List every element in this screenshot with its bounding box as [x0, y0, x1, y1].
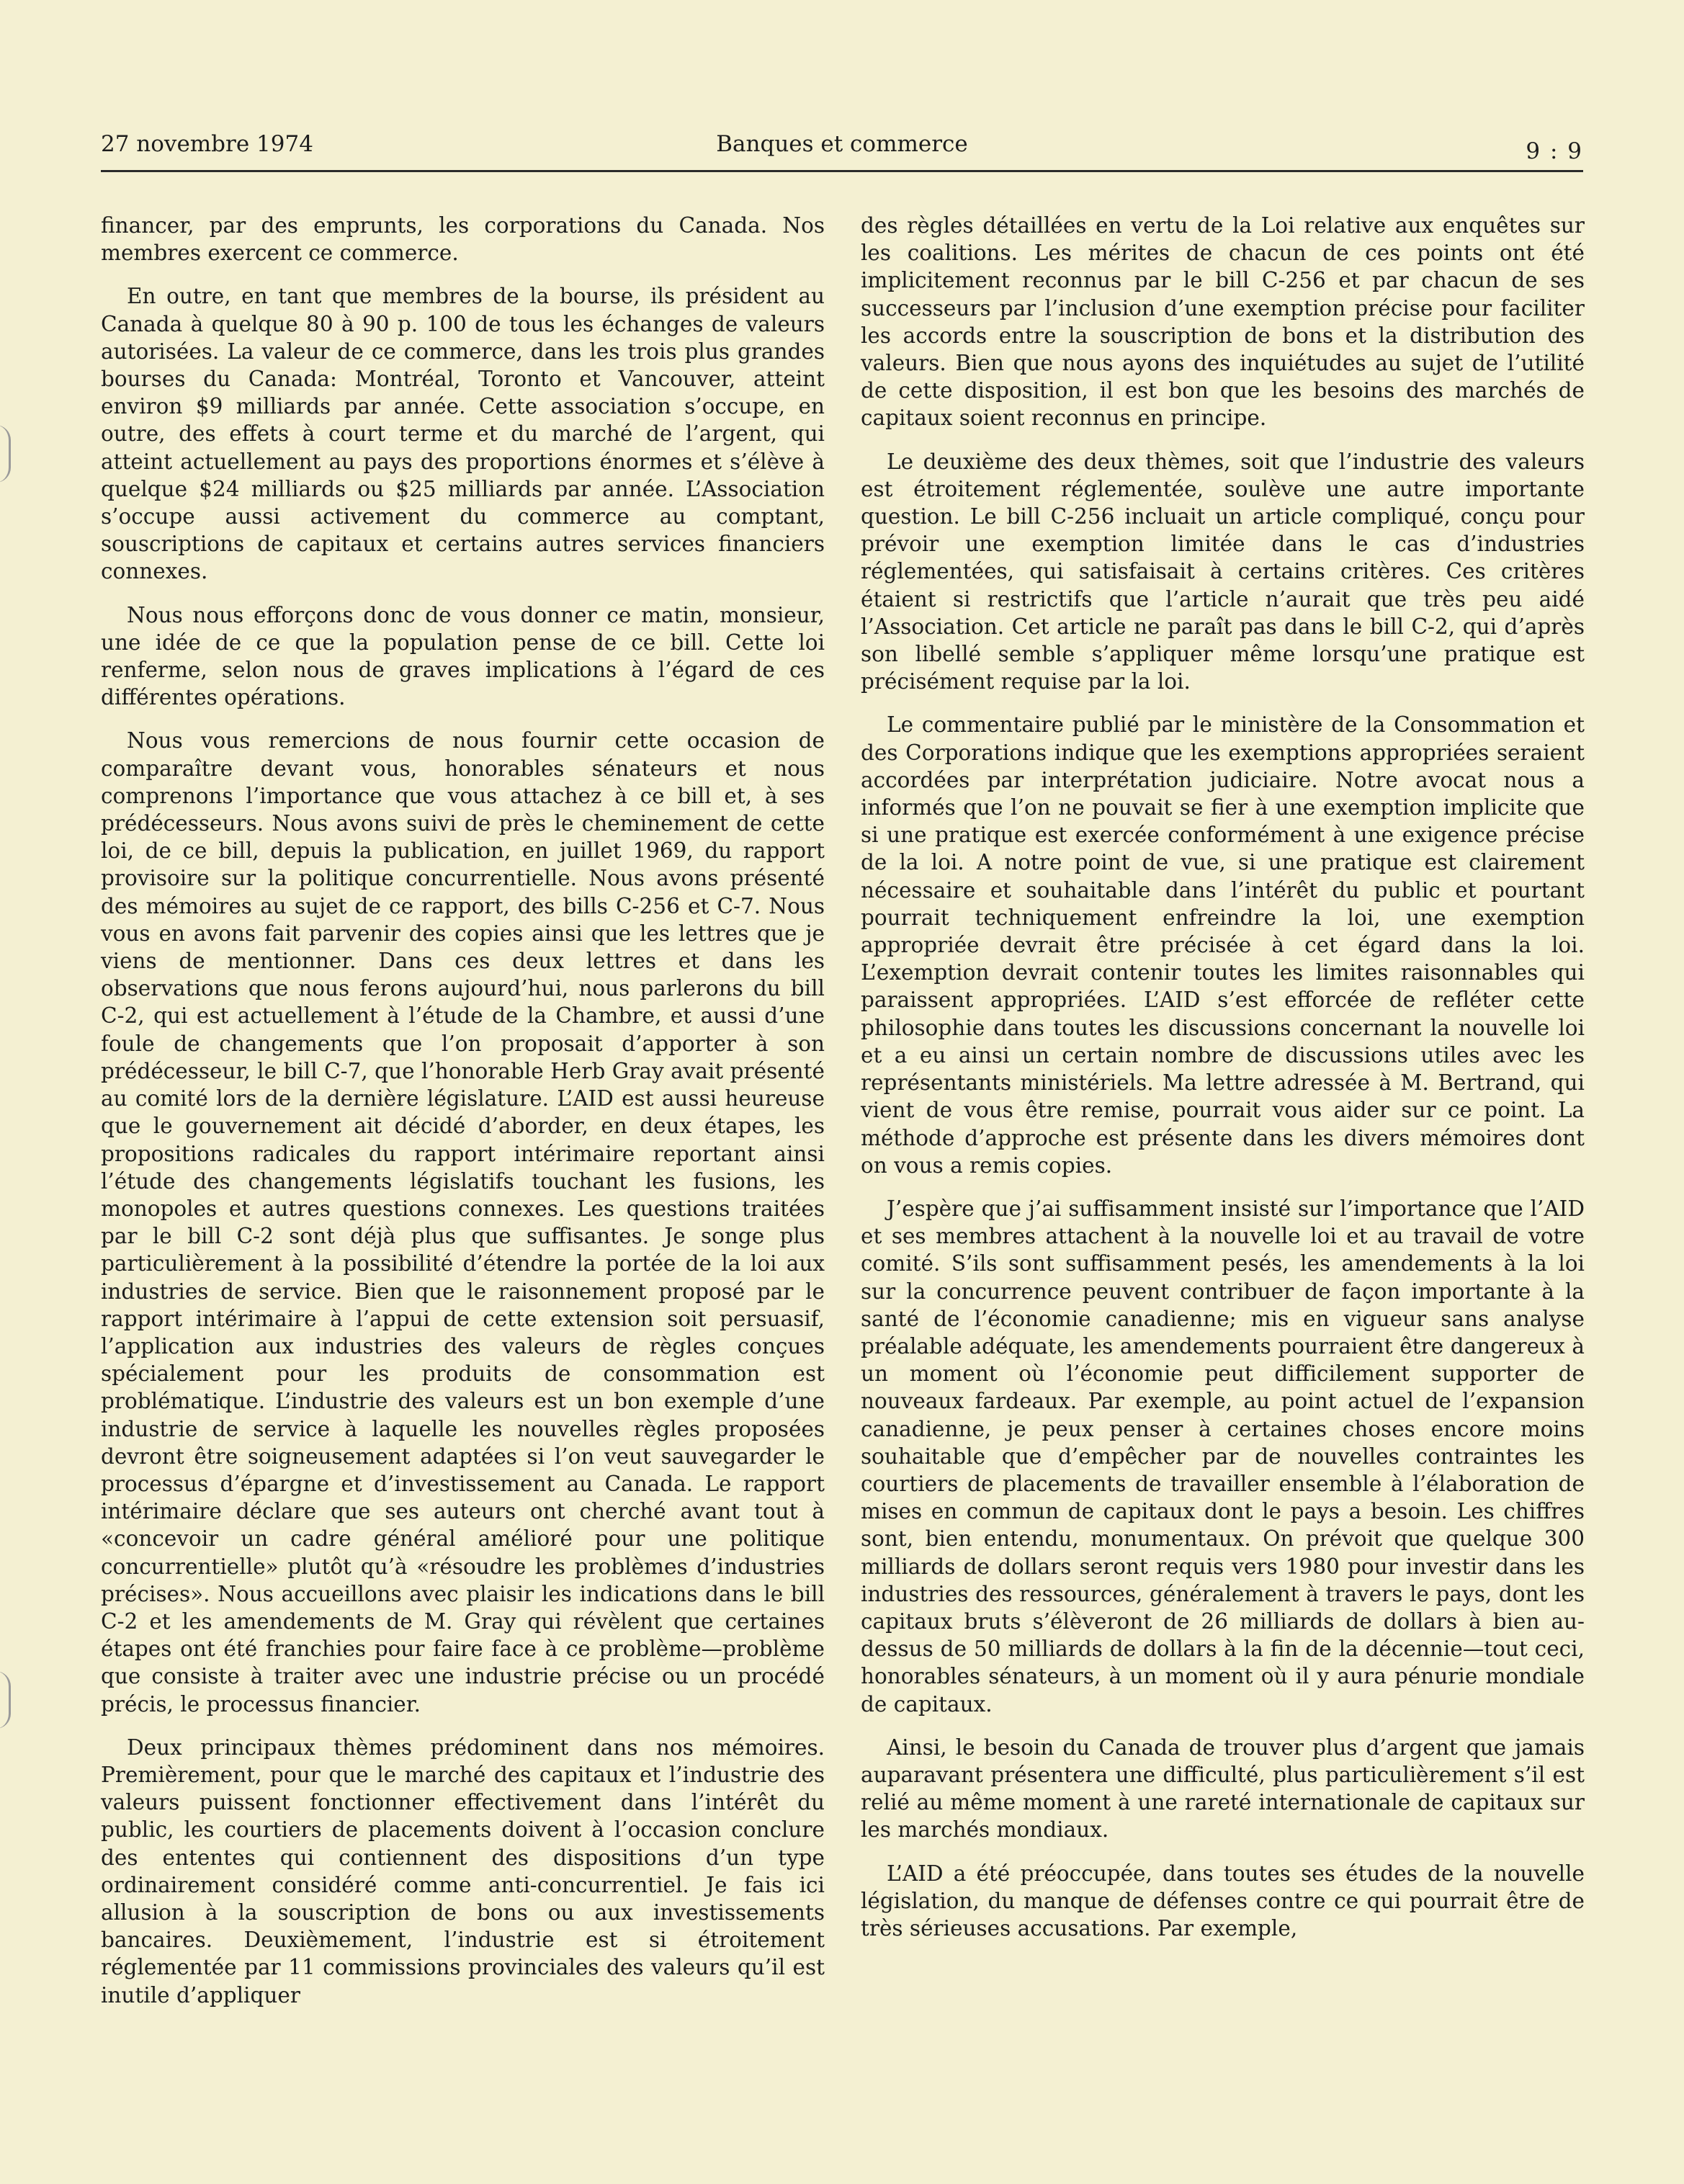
paragraph: En outre, en tant que membres de la bourse, ils président au Canada à quelque 80 à 90 p. 100 de tous les échanges de valeurs autorisées. La valeur de ce commerce, dans les trois plus grandes bourses du Canada: Montréal, Toronto et Vancouver, atteint environ $9 milliards par année. Cette association s’occupe, en outre, des effets à court terme et du marché de l’argent, qui atteint actuellement au pays des proportions énormes et s’élève à quelque $24 milliards ou $25 milliards par année. L’Association s’occupe aussi activement du commerce au comptant, souscriptions de capitaux et certains autres services financiers connexes.: [101, 284, 825, 584]
paragraph: Deux principaux thèmes prédominent dans nos mémoires. Premièrement, pour que le marché des capitaux et l’industrie des valeurs puissent fonctionner effectivement dans l’intérêt du public, les courtiers de placements doivent à l’occasion conclure des ententes qui contiennent des dispositions d’un type ordinairement considéré comme anti-concurrentiel. Je fais ici allusion à la souscription de bons ou aux investissements bancaires. Deuxièmement, l’industrie est si étroitement réglementée par 11 commissions provinciales des valeurs qu’il est inutile d’appliquer: [101, 1735, 825, 2008]
binding-mark: [0, 425, 11, 483]
paragraph: L’AID a été préoccupée, dans toutes ses études de la nouvelle législation, du manque de défenses contre ce qui pourrait être de très sérieuses accusations. Par exemple,: [861, 1861, 1585, 1941]
paragraph: J’espère que j’ai suffisamment insisté sur l’importance que l’AID et ses membres attachent à la nouvelle loi et au travail de votre comité. S’ils sont suffisamment pesés, les amendements à la loi sur la concurrence peuvent contribuer de façon importante à la santé de l’économie canadienne; mis en vigueur sans analyse préalable adéquate, les amendements pourraient être dangereux à un moment où l’économie peut difficilement supporter de nouveaux fardeaux. Par exemple, au point actuel de l’expansion canadienne, je peux penser à certaines choses encore moins souhaitable que d’empêcher par de nouvelles contraintes les courtiers de placements de travailler ensemble à l’élaboration de mises en commun de capitaux dont le pays a besoin. Les chiffres sont, bien entendu, monumentaux. On prévoit que quelque 300 milliards de dollars seront requis vers 1980 pour investir dans les industries des ressources, généralement à travers le pays, dont les capitaux bruts s’élèveront de 26 milliards de dollars à bien au-dessus de 50 milliards de dollars à la fin de la décennie—tout ceci, honorables sénateurs, à un moment où il y aura pénurie mondiale de capitaux.: [861, 1196, 1585, 1717]
paragraph: financer, par des emprunts, les corporations du Canada. Nos membres exercent ce commerce.: [101, 213, 825, 266]
paragraph: Nous vous remercions de nous fournir cette occasion de comparaître devant vous, honorables sénateurs et nous comprenons l’importance que vous attachez à ce bill et, à ses prédécesseurs. Nous avons suivi de près le cheminement de cette loi, de ce bill, depuis la publication, en juillet 1969, du rapport provisoire sur la politique concurrentielle. Nous avons présenté des mémoires au sujet de ce rapport, des bills C-256 et C-7. Nous vous en avons fait parvenir des copies ainsi que les lettres que je viens de mentionner. Dans ces deux lettres et dans les observations que nous ferons aujourd’hui, nous parlerons du bill C-2, qui est actuellement à l’étude de la Chambre, et aussi d’une foule de changements que l’on proposait d’apporter à son prédécesseur, le bill C-7, que l’honorable Herb Gray avait présenté au comité lors de la dernière législature. L’AID est aussi heureuse que le gouvernement ait décidé d’aborder, en deux étapes, les propositions radicales du rapport intérimaire reportant ainsi l’étude des changements législatifs touchant les fusions, les monopoles et autres questions connexes. Les questions traitées par le bill C-2 sont déjà plus que suffisantes. Je songe plus particulièrement à la possibilité d’étendre la portée de la loi aux industries de service. Bien que le raisonnement proposé par le rapport intérimaire à l’appui de cette extension soit persuasif, l’application aux industries des valeurs de règles conçues spécialement pour les produits de consommation est problématique. L’industrie des valeurs est un bon exemple d’une industrie de service à laquelle les nouvelles règles proposées devront être soigneusement adaptées si l’on veut sauvegarder le processus d’épargne et d’investissement au Canada. Le rapport intérimaire déclare que ses auteurs ont cherché avant tout à «concevoir un cadre général amélioré pour une politique concurrentielle» plutôt qu’à «résoudre les problèmes d’industries précises». Nous accueillons avec plaisir les indications dans le bill C-2 et les amendements de M. Gray qui révèlent que certaines étapes ont été franchies pour faire face à ce problème—problème que consiste à traiter avec une industrie précise ou un procédé précis, le processus financier.: [101, 728, 825, 1717]
paragraph: Le commentaire publié par le ministère de la Consommation et des Corporations indique que les exemptions appropriées seraient accordées par interprétation judiciaire. Notre avocat nous a informés que l’on ne pouvait se fier à une exemption implicite que si une pratique est exercée conformément à une exigence précise de la loi. A notre point de vue, si une pratique est clairement nécessaire et souhaitable dans l’intérêt du public et pourtant pourrait techniquement enfreindre la loi, une exemption appropriée devrait être précisée à cet égard dans la loi. L’exemption devrait contenir toutes les limites raisonnables qui paraissent appropriées. L’AID s’est efforcée de refléter cette philosophie dans toutes les discussions concernant la nouvelle loi et a eu ainsi un certain nombre de discussions utiles avec les représentants ministériels. Ma lettre adressée à M. Bertrand, qui vient de vous être remise, pourrait vous aider sur ce point. La méthode d’approche est présente dans les divers mémoires dont on vous a remis copies.: [861, 712, 1585, 1178]
paragraph: Ainsi, le besoin du Canada de trouver plus d’argent que jamais auparavant présentera une difficulté, plus particulièrement s’il est relié au même moment à une rareté internationale de capitaux sur les marchés mondiaux.: [861, 1735, 1585, 1843]
binding-mark: [0, 1671, 11, 1729]
right-column: [861, 212, 1585, 1958]
left-column: [101, 212, 825, 2025]
paragraph: des règles détaillées en vertu de la Loi relative aux enquêtes sur les coalitions. Les mérites de chacun de ces points ont été implicitement reconnus par le bill C-256 et par chacun de ses successeurs par l’inclusion d’une exemption précise pour faciliter les accords entre la souscription de bons et la distribution des valeurs. Bien que nous ayons des inquiétudes au sujet de l’utilité de cette disposition, il est bon que les besoins des marchés de capitaux soient reconnus en principe.: [861, 213, 1585, 431]
header-date: 27 novembre 1974: [101, 131, 313, 157]
paragraph: Nous nous efforçons donc de vous donner ce matin, monsieur, une idée de ce que la population pense de ce bill. Cette loi renferme, selon nous de graves implications à l’égard de ces différentes opérations.: [101, 602, 825, 710]
page-number: 9 : 9: [1526, 138, 1583, 164]
paragraph: Le deuxième des deux thèmes, soit que l’industrie des valeurs est étroitement réglementée, soulève une autre importante question. Le bill C-256 incluait un article compliqué, conçu pour prévoir une exemption limitée dans le cas d’industries réglementées, qui satisfaisait à certains critères. Ces critères étaient si restrictifs que l’article n’aurait que très peu aidé l’Association. Cet article ne paraît pas dans le bill C-2, qui d’après son libellé semble s’appliquer même lorsqu’une pratique est précisément requise par la loi.: [861, 449, 1585, 694]
page-header: [101, 124, 1583, 172]
header-title: Banques et commerce: [716, 131, 968, 157]
